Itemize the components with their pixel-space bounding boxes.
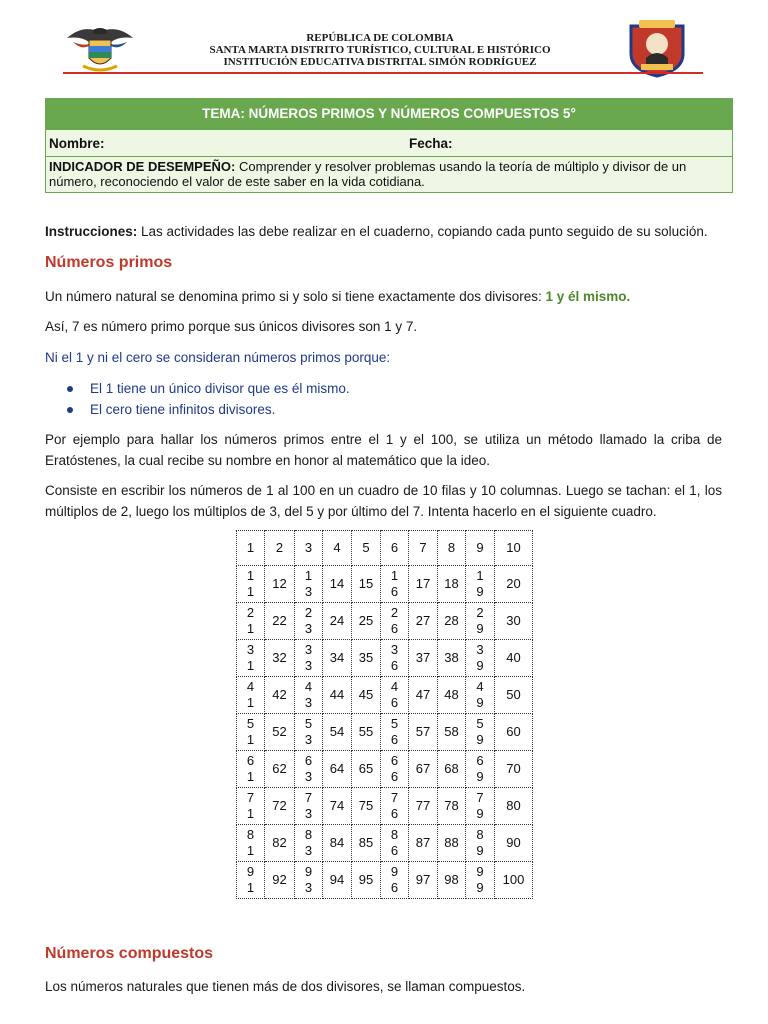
composites-text: Los números naturales que tienen más de dos divisores, se llaman compuestos. bbox=[45, 979, 526, 994]
grid-cell: 5 1 bbox=[237, 714, 265, 751]
prime-definition bbox=[45, 286, 722, 307]
grid-cell: 90 bbox=[495, 825, 533, 862]
school-shield-icon bbox=[627, 20, 687, 78]
grid-cell: 3 3 bbox=[295, 640, 323, 677]
grid-cell: 7 3 bbox=[295, 788, 323, 825]
grid-cell: 37 bbox=[409, 640, 438, 677]
prime-example: Así, 7 es número primo porque sus únicos divisores son 1 y 7. bbox=[45, 319, 418, 334]
indicator-label: INDICADOR DE DESEMPEÑO: bbox=[49, 159, 236, 174]
grid-cell: 28 bbox=[438, 603, 466, 640]
grid-cell: 45 bbox=[352, 677, 381, 714]
grid-cell: 85 bbox=[352, 825, 381, 862]
grid-cell: 47 bbox=[409, 677, 438, 714]
grid-cell: 6 3 bbox=[295, 751, 323, 788]
grid-row bbox=[237, 825, 533, 862]
grid-row bbox=[237, 751, 533, 788]
grid-cell: 72 bbox=[265, 788, 295, 825]
institution-header-text bbox=[135, 32, 625, 68]
grid-cell: 7 1 bbox=[237, 788, 265, 825]
grid-cell: 7 bbox=[409, 531, 438, 566]
grid-cell: 3 9 bbox=[466, 640, 495, 677]
sieve-paragraph: Por ejemplo para hallar los números primos entre el 1 y el 100, se utiliza un método llamado la criba de Eratóstenes, la cual recibe su nombre en honor al matemático que la ideo. bbox=[45, 432, 722, 468]
grid-cell: 74 bbox=[323, 788, 352, 825]
grid-cell: 84 bbox=[323, 825, 352, 862]
grid-cell: 4 1 bbox=[237, 677, 265, 714]
colombia-coat-of-arms-icon bbox=[63, 24, 137, 76]
composites-heading: Números compuestos bbox=[45, 945, 214, 962]
grid-row bbox=[237, 788, 533, 825]
grid-cell: 1 6 bbox=[381, 566, 409, 603]
grid-cell: 97 bbox=[409, 862, 438, 899]
date-label: Fecha: bbox=[409, 135, 453, 151]
grid-cell: 4 6 bbox=[381, 677, 409, 714]
grid-cell: 4 3 bbox=[295, 677, 323, 714]
grid-cell: 1 bbox=[237, 531, 265, 566]
document-header bbox=[45, 20, 725, 76]
grid-cell: 17 bbox=[409, 566, 438, 603]
grid-row bbox=[237, 603, 533, 640]
grid-cell: 100 bbox=[495, 862, 533, 899]
grid-row bbox=[237, 566, 533, 603]
grid-cell: 15 bbox=[352, 566, 381, 603]
grid-cell: 18 bbox=[438, 566, 466, 603]
grid-cell: 57 bbox=[409, 714, 438, 751]
grid-cell: 8 6 bbox=[381, 825, 409, 862]
grid-cell: 25 bbox=[352, 603, 381, 640]
grid-cell: 9 1 bbox=[237, 862, 265, 899]
grid-cell: 9 9 bbox=[466, 862, 495, 899]
grid-cell: 7 6 bbox=[381, 788, 409, 825]
header-line-3: INSTITUCIÓN EDUCATIVA DISTRITAL SIMÓN RODRÍGUEZ bbox=[223, 56, 537, 68]
grid-cell: 95 bbox=[352, 862, 381, 899]
grid-cell: 55 bbox=[352, 714, 381, 751]
grid-cell: 42 bbox=[265, 677, 295, 714]
grid-cell: 5 3 bbox=[295, 714, 323, 751]
bullet-text: El cero tiene infinitos divisores. bbox=[90, 402, 276, 417]
performance-indicator bbox=[46, 156, 732, 192]
grid-cell: 2 6 bbox=[381, 603, 409, 640]
grid-cell: 65 bbox=[352, 751, 381, 788]
header-line-2: SANTA MARTA DISTRITO TURÍSTICO, CULTURAL E HISTÓRICO bbox=[209, 44, 551, 56]
list-item bbox=[64, 399, 350, 420]
grid-cell: 8 1 bbox=[237, 825, 265, 862]
grid-cell: 9 bbox=[466, 531, 495, 566]
grid-row bbox=[237, 714, 533, 751]
grid-cell: 30 bbox=[495, 603, 533, 640]
instructions-label: Instrucciones: bbox=[45, 224, 138, 239]
grid-cell: 78 bbox=[438, 788, 466, 825]
grid-cell: 82 bbox=[265, 825, 295, 862]
grid-cell: 87 bbox=[409, 825, 438, 862]
grid-row bbox=[237, 531, 533, 566]
grid-cell: 48 bbox=[438, 677, 466, 714]
grid-cell: 75 bbox=[352, 788, 381, 825]
grid-cell: 94 bbox=[323, 862, 352, 899]
grid-cell: 8 3 bbox=[295, 825, 323, 862]
name-date-row bbox=[46, 129, 732, 156]
bullet-text: El 1 tiene un único divisor que es él mismo. bbox=[90, 381, 350, 396]
grid-cell: 5 9 bbox=[466, 714, 495, 751]
grid-cell: 27 bbox=[409, 603, 438, 640]
grid-cell: 70 bbox=[495, 751, 533, 788]
grid-cell: 20 bbox=[495, 566, 533, 603]
grid-cell: 52 bbox=[265, 714, 295, 751]
eratosthenes-grid bbox=[236, 530, 533, 899]
grid-cell: 2 1 bbox=[237, 603, 265, 640]
grid-cell: 6 bbox=[381, 531, 409, 566]
header-divider bbox=[63, 72, 703, 74]
grid-cell: 3 1 bbox=[237, 640, 265, 677]
topic-title: TEMA: NÚMEROS PRIMOS Y NÚMEROS COMPUESTOS 5° bbox=[46, 99, 732, 129]
name-label: Nombre: bbox=[49, 135, 105, 151]
grid-cell: 8 bbox=[438, 531, 466, 566]
grid-cell: 88 bbox=[438, 825, 466, 862]
grid-cell: 32 bbox=[265, 640, 295, 677]
grid-cell: 38 bbox=[438, 640, 466, 677]
grid-cell: 5 6 bbox=[381, 714, 409, 751]
grid-cell: 6 9 bbox=[466, 751, 495, 788]
grid-cell: 4 9 bbox=[466, 677, 495, 714]
prime-definition-text: Un número natural se denomina primo si y solo si tiene exactamente dos divisores: bbox=[45, 289, 546, 304]
primes-heading: Números primos bbox=[45, 254, 173, 271]
grid-cell: 6 1 bbox=[237, 751, 265, 788]
grid-cell: 1 3 bbox=[295, 566, 323, 603]
instructions bbox=[45, 221, 722, 242]
grid-cell: 3 bbox=[295, 531, 323, 566]
grid-cell: 1 9 bbox=[466, 566, 495, 603]
grid-cell: 7 9 bbox=[466, 788, 495, 825]
grid-cell: 2 3 bbox=[295, 603, 323, 640]
grid-cell: 9 3 bbox=[295, 862, 323, 899]
grid-cell: 60 bbox=[495, 714, 533, 751]
method-paragraph: Consiste en escribir los números de 1 al 100 en un cuadro de 10 filas y 10 columnas. Luego se tachan: el 1, los múltiplos de 2, luego los múltiplos de 3, del 5 y por último del 7. Intenta hacerlo en el siguiente cuadro. bbox=[45, 483, 722, 519]
indicator-text: Comprender y resolver problemas usando la teoría de múltiplo y divisor de un número, reconociendo el valor de este saber en la vida cotidiana. bbox=[49, 159, 687, 189]
grid-cell: 40 bbox=[495, 640, 533, 677]
grid-cell: 67 bbox=[409, 751, 438, 788]
header-line-1: REPÚBLICA DE COLOMBIA bbox=[306, 32, 454, 44]
grid-cell: 4 bbox=[323, 531, 352, 566]
grid-cell: 64 bbox=[323, 751, 352, 788]
grid-cell: 44 bbox=[323, 677, 352, 714]
grid-cell: 80 bbox=[495, 788, 533, 825]
instructions-text: Las actividades las debe realizar en el cuaderno, copiando cada punto seguido de su solución. bbox=[137, 224, 708, 239]
grid-row bbox=[237, 677, 533, 714]
grid-cell: 98 bbox=[438, 862, 466, 899]
grid-cell: 68 bbox=[438, 751, 466, 788]
topic-table bbox=[45, 98, 733, 193]
grid-cell: 22 bbox=[265, 603, 295, 640]
grid-cell: 92 bbox=[265, 862, 295, 899]
grid-cell: 1 1 bbox=[237, 566, 265, 603]
grid-row bbox=[237, 862, 533, 899]
grid-cell: 58 bbox=[438, 714, 466, 751]
grid-cell: 6 6 bbox=[381, 751, 409, 788]
grid-cell: 2 bbox=[265, 531, 295, 566]
grid-cell: 8 9 bbox=[466, 825, 495, 862]
grid-cell: 10 bbox=[495, 531, 533, 566]
grid-cell: 5 bbox=[352, 531, 381, 566]
not-prime-reasons bbox=[64, 378, 350, 420]
grid-cell: 14 bbox=[323, 566, 352, 603]
not-prime-intro: Ni el 1 y ni el cero se consideran números primos porque: bbox=[45, 350, 391, 365]
grid-cell: 24 bbox=[323, 603, 352, 640]
grid-cell: 3 6 bbox=[381, 640, 409, 677]
grid-cell: 12 bbox=[265, 566, 295, 603]
prime-definition-highlight: 1 y él mismo. bbox=[545, 289, 631, 304]
grid-cell: 35 bbox=[352, 640, 381, 677]
list-item bbox=[64, 378, 350, 399]
grid-cell: 50 bbox=[495, 677, 533, 714]
bullet-icon bbox=[67, 407, 73, 413]
grid-row bbox=[237, 640, 533, 677]
grid-cell: 34 bbox=[323, 640, 352, 677]
grid-cell: 62 bbox=[265, 751, 295, 788]
grid-cell: 54 bbox=[323, 714, 352, 751]
bullet-icon bbox=[67, 386, 73, 392]
grid-cell: 77 bbox=[409, 788, 438, 825]
grid-cell: 9 6 bbox=[381, 862, 409, 899]
grid-cell: 2 9 bbox=[466, 603, 495, 640]
